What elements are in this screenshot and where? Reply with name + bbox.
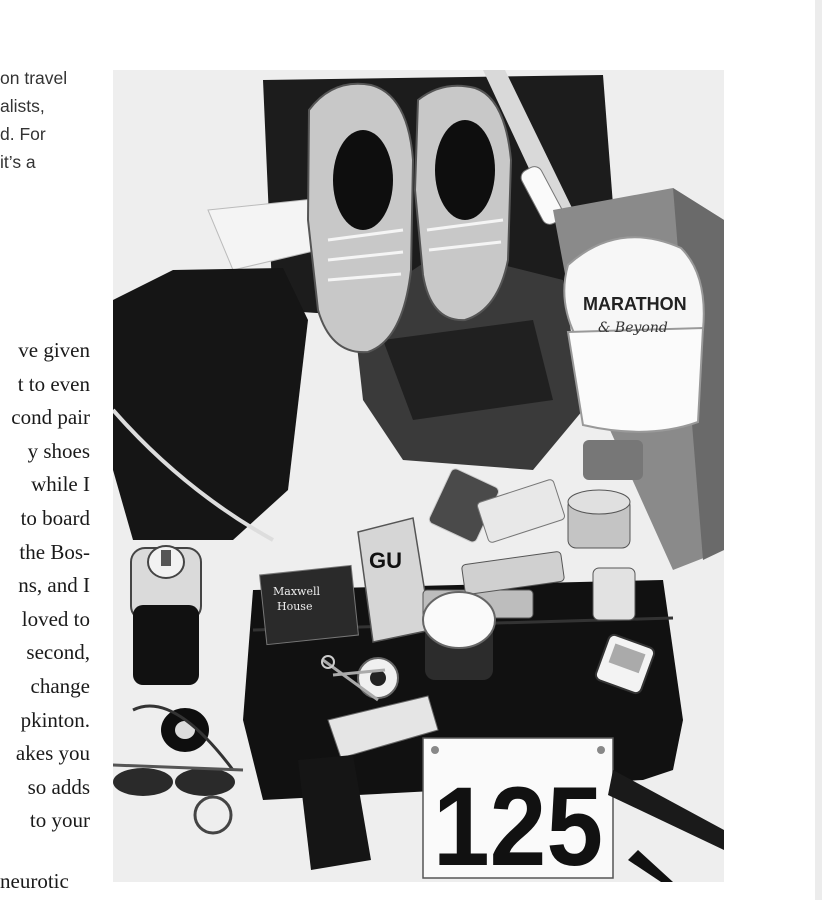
body-line: while I	[31, 472, 90, 497]
race-bib	[423, 738, 613, 882]
coffee-packet	[260, 565, 359, 644]
body-line: t to even	[17, 371, 90, 396]
photo-caption-fragment	[0, 64, 110, 176]
body-line: pkinton.	[20, 707, 90, 732]
body-line: ve given	[18, 338, 90, 362]
white-jar	[423, 592, 495, 680]
marathon-gear-photo	[113, 70, 724, 882]
body-line: ns, and I	[18, 573, 90, 598]
body-line: to board	[20, 505, 90, 530]
body-line: second,	[26, 640, 90, 665]
body-line: cond pair	[11, 405, 90, 430]
coffee-label-1: Maxwell	[273, 585, 320, 598]
body-line: y shoes	[27, 438, 90, 463]
caption-line: alists,	[0, 96, 45, 116]
cap-text: MARATHON	[583, 294, 687, 314]
page-edge	[815, 0, 822, 900]
body-line: loved to	[21, 606, 90, 631]
body-line: to your	[29, 808, 90, 833]
body-line-last: neurotic	[0, 869, 69, 893]
caption-line: it’s a	[0, 152, 36, 172]
body-text-column	[0, 334, 90, 838]
caption-line: d. For	[0, 124, 46, 144]
cap-subtext: & Beyond	[598, 320, 668, 336]
body-line: akes you	[15, 741, 90, 766]
water-bottle	[131, 546, 201, 685]
bib-number: 125	[433, 764, 603, 882]
caption-line: on travel	[0, 68, 68, 88]
gel-label: GU	[369, 548, 402, 573]
body-line: the Bos-	[19, 539, 90, 564]
body-line: so adds	[27, 774, 90, 799]
body-line: change	[30, 673, 90, 698]
coffee-label-2: House	[277, 600, 313, 613]
marathon-cap	[564, 237, 703, 432]
